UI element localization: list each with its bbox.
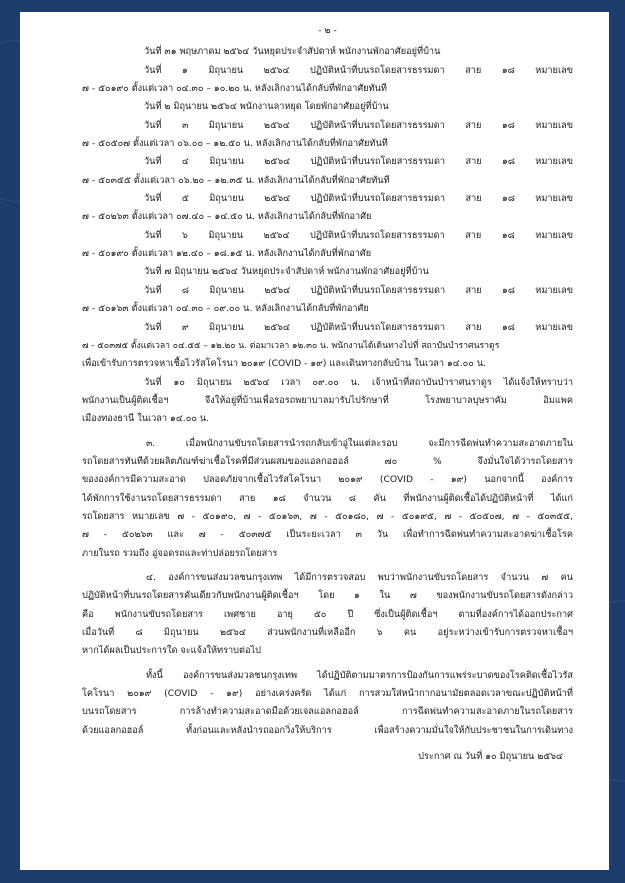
- paragraph-line: รถโดยสาร หมายเลข ๗ - ๕๐๑๙๐, ๗ - ๕๐๑๖๓, ๗ - ๕๐๑๘๐, ๗ - ๕๐๑๙๕, ๗ - ๕๐๕๐๗, ๗ - ๕๐๓๕๕,: [82, 510, 573, 522]
- paragraph-line: ด้วยแอลกอฮอล์ ทั้งก่อนและหลังนำรถออกวิ่งให้บริการ เพื่อสร้างความมั่นใจให้กับประชาชนในการเดินทาง: [82, 724, 573, 736]
- paragraph-line: ๓. เมื่อพนักงานขับรถโดยสารนำรถกลับเข้าอู่ในแต่ละรอบ จะมีการฉีดพ่นทำความสะอาดภายใน: [146, 437, 573, 449]
- page-number: - ๒ -: [318, 25, 337, 36]
- schedule-entry-cont: ๗ - ๕๐๕๐๗ ตั้งแต่เวลา ๐๖.๐๐ – ๑๒.๕๐ น. หลังเลิกงานได้กลับที่พักอาศัยทันที: [82, 138, 388, 150]
- paragraph-line: ทั้งนี้ องค์การขนส่งมวลชนกรุงเทพ ได้ปฏิบัติตามมาตรการป้องกันการแพร่ระบาดของโรคติดเชื้อไวรัส: [146, 669, 573, 681]
- paragraph-june-10: [82, 374, 573, 429]
- schedule-list: [82, 43, 573, 373]
- schedule-entry-head: วันที่ ๕ มิถุนายน ๒๕๖๔ ปฏิบัติหน้าที่บนรถโดยสารธรรมดา สาย ๑๘ หมายเลข: [144, 193, 573, 205]
- schedule-entry-head: วันที่ ๓ มิถุนายน ๒๕๖๔ ปฏิบัติหน้าที่บนรถโดยสารธรรมดา สาย ๑๘ หมายเลข: [144, 119, 573, 131]
- paragraph-line: ปฏิบัติหน้าที่บนรถโดยสารคันเดียวกับพนักงานผู้ติดเชื้อฯ โดย ๑ ใน ๗ ของพนักงานขับรถโดยสารดังกล่าว: [82, 590, 573, 602]
- paragraph-line: บนรถโดยสาร การล้างทำความสะอาดมือด้วยเจลแอลกอฮอล์ การฉีดพ่นทำความสะอาดภายในรถโดยสาร: [82, 706, 573, 718]
- schedule-entry-head: วันที่ ๓๑ พฤษภาคม ๒๕๖๔ วันหยุดประจำสัปดาห์ พนักงานพักอาศัยอยู่ที่บ้าน: [144, 46, 441, 58]
- schedule-entry-head: วันที่ ๙ มิถุนายน ๒๕๖๔ ปฏิบัติหน้าที่บนรถโดยสารธรรมดา สาย ๑๘ หมายเลข: [144, 321, 573, 333]
- schedule-entry-cont: ๗ - ๕๐๑๙๐ ตั้งแต่เวลา ๑๒.๔๐ – ๑๘.๑๕ น. หลังเลิกงานได้กลับที่พักอาศัย: [82, 248, 372, 260]
- announcement-date: ประกาศ ณ วันที่ ๑๐ มิถุนายน ๒๕๖๔: [418, 751, 563, 763]
- paragraph-line: โคโรนา ๒๐๑๙ (COVID - ๑๙) อย่างเคร่งครัด ได้แก่ การสวมใส่หน้ากากอนามัยตลอดเวลาขณะปฏิบัติหน้าที่: [82, 688, 573, 700]
- schedule-entry-cont: ๗ - ๕๐๑๖๓ ตั้งแต่เวลา ๐๔.๓๐ – ๐๙.๐๐ น. หลังเลิกงานได้กลับที่พักอาศัย: [82, 303, 369, 315]
- schedule-entry-cont: ๗ - ๕๐๒๖๓ ตั้งแต่เวลา ๐๗.๔๐ – ๑๔.๕๐ น. หลังเลิกงานได้กลับที่พักอาศัย: [82, 211, 372, 223]
- paragraph-line: พนักงานเป็นผู้ติดเชื้อฯ จึงให้อยู่ที่บ้านเพื่อรอรถพยาบาลมารับไปรักษาที่ โรงพยาบาลบุษราคัม อิมแพค: [82, 394, 573, 406]
- paragraph-line: คือ พนักงานขับรถโดยสาร เพศชาย อายุ ๕๐ ปี ซึ่งเป็นผู้ติดเชื้อฯ ตามที่องค์การได้ออกประกาศ: [82, 608, 573, 620]
- schedule-entry-cont: ๗ - ๕๐๓๕๕ ตั้งแต่เวลา ๐๖.๒๐ – ๑๒.๓๕ น. หลังเลิกงานได้กลับที่พักอาศัยทันที: [82, 174, 390, 186]
- paragraph-line: รถโดยสารทันทีด้วยผลิตภัณฑ์ฆ่าเชื้อโรคที่มีส่วนผสมของแอลกอฮอล์ ๗๐ % จึงมั่นใจได้ว่ารถโดยสาร: [82, 455, 573, 467]
- paragraph-line: เมืองทองธานี ในเวลา ๑๔.๐๐ น.: [82, 413, 210, 425]
- paragraph-5: [82, 667, 573, 740]
- schedule-entry-head: วันที่ ๘ มิถุนายน ๒๕๖๔ ปฏิบัติหน้าที่บนรถโดยสารธรรมดา สาย ๑๘ หมายเลข: [144, 284, 573, 296]
- schedule-entry-head: วันที่ ๑ มิถุนายน ๒๕๖๔ ปฏิบัติหน้าที่บนรถโดยสารธรรมดา สาย ๑๘ หมายเลข: [144, 64, 573, 76]
- schedule-entry-head: วันที่ ๔ มิถุนายน ๒๕๖๔ ปฏิบัติหน้าที่บนรถโดยสารธรรมดา สาย ๑๘ หมายเลข: [144, 156, 573, 168]
- paragraph-line: ๗ - ๕๐๒๖๓ และ ๗ - ๕๐๓๗๕ เป็นระยะเวลา ๓ วัน เพื่อทำการฉีดพ่นทำความสะอาดฆ่าเชื้อโรค: [82, 529, 573, 541]
- paragraph-3: [82, 435, 573, 563]
- paragraph-line: เมื่อวันที่ ๘ มิถุนายน ๒๕๖๔ ส่วนพนักงานที่เหลืออีก ๖ คน อยู่ระหว่างเข้ารับการตรวจหาเชื้อฯ: [82, 627, 573, 638]
- paragraph-line: ขององค์การมีความสะอาด ปลอดภัยจากเชื้อไวรัสโคโรนา ๒๐๑๙ (COVID - ๑๙) นอกจากนี้ องค์การ: [82, 474, 573, 486]
- paragraph-line: ได้พักการใช้งานรถโดยสารธรรมดา สาย ๑๘ จำนวน ๘ คัน ที่พนักงานผู้ติดเชื้อได้ปฏิบัติหน้าที่ ได้แก่: [82, 492, 573, 504]
- paragraph-line: ๔. องค์การขนส่งมวลชนกรุงเทพ ได้มีการตรวจสอบ พบว่าพนักงานขับรถโดยสาร จำนวน ๗ คน: [146, 571, 573, 583]
- document-page: [20, 12, 609, 870]
- schedule-entry-cont: ๗ - ๕๐๑๙๐ ตั้งแต่เวลา ๐๔.๓๐ – ๑๐.๒๐ น. หลังเลิกงานได้กลับที่พักอาศัยทันที: [82, 83, 387, 95]
- schedule-entry-head: วันที่ ๒ มิถุนายน ๒๕๖๔ พนักงานลาหยุด โดยพักอาศัยอยู่ที่บ้าน: [144, 101, 389, 113]
- paragraph-line: หากได้ผลเป็นประการใด จะแจ้งให้ทราบต่อไป: [82, 645, 261, 657]
- schedule-entry-cont: เพื่อเข้ารับการตรวจหาเชื้อไวรัสโคโรนา ๒๐๑๙ (COVID - ๑๙) และเดินทางกลับบ้าน ในเวลา ๑๔.๐๐ น.: [82, 358, 487, 370]
- schedule-entry-cont: ๗ - ๕๐๓๗๕ ตั้งแต่เวลา ๐๔.๕๕ – ๑๒.๒๐ น. ต่อมาเวลา ๑๒.๓๐ น. พนักงานได้เดินทางไปที่ สถาบันบำราศนราดูร: [82, 340, 500, 351]
- schedule-entry-head: วันที่ ๖ มิถุนายน ๒๕๖๔ ปฏิบัติหน้าที่บนรถโดยสารธรรมดา สาย ๑๘ หมายเลข: [144, 229, 573, 241]
- paragraph-line: วันที่ ๑๐ มิถุนายน ๒๕๖๔ เวลา ๐๙.๐๐ น. เจ้าหน้าที่สถาบันบำราศนราดูร ได้แจ้งให้ทราบว่า: [144, 376, 573, 388]
- schedule-entry-head: วันที่ ๗ มิถุนายน ๒๕๖๔ วันหยุดประจำสัปดาห์ พนักงานพักอาศัยอยู่ที่บ้าน: [144, 266, 429, 278]
- paragraph-line: ภายในรถ รวมถึง อู่จอดรถและท่าปล่อยรถโดยสาร: [82, 547, 278, 559]
- paragraph-4: [82, 569, 573, 661]
